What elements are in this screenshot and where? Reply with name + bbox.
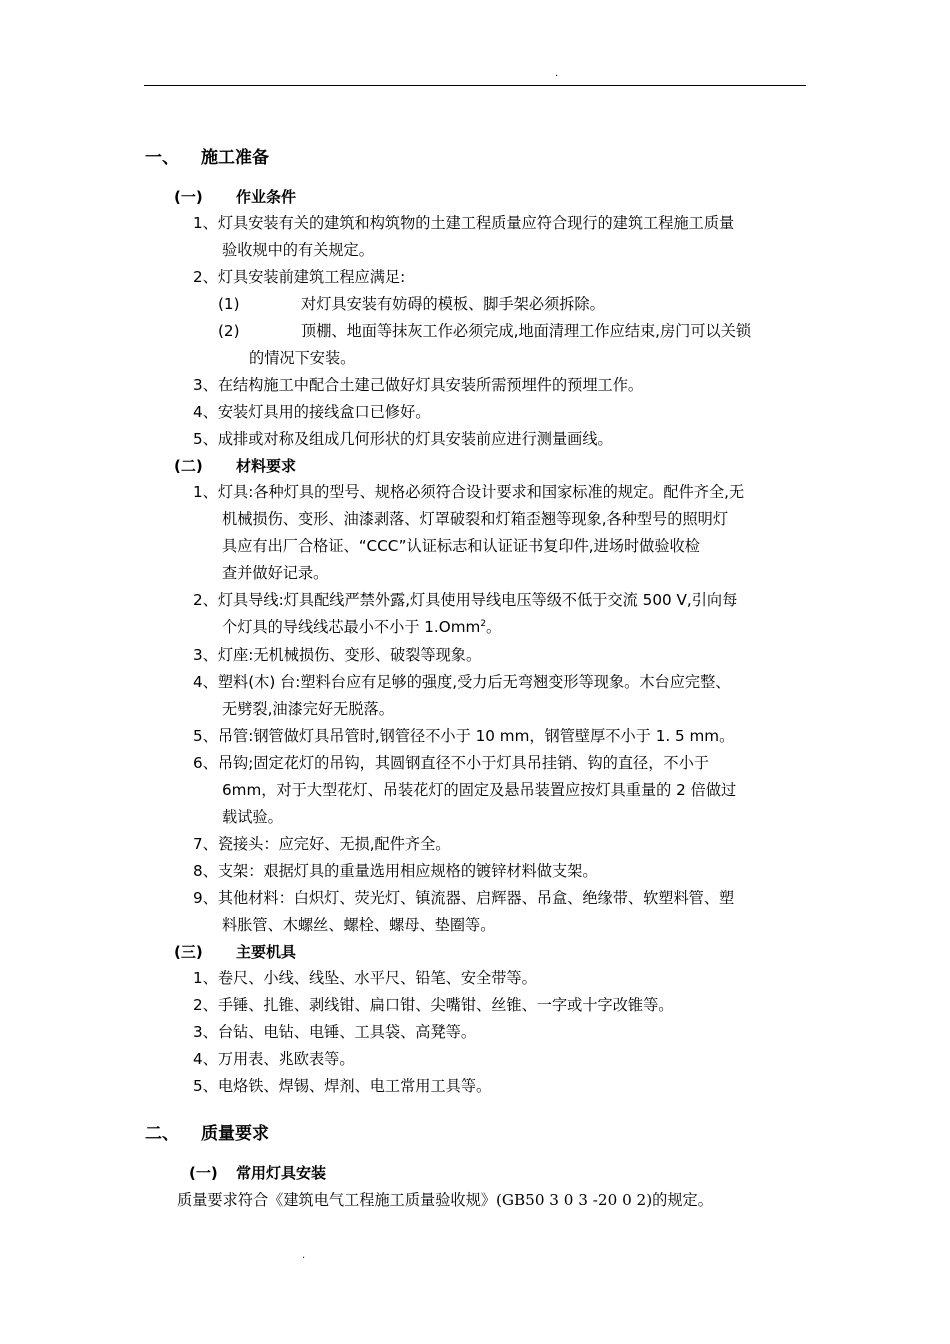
subsection-2-1-title: 常用灯具安装 xyxy=(236,1164,327,1182)
list-item-continuation: 料胀管、木螺丝、螺栓、螺母、垫圈等。 xyxy=(222,916,496,934)
list-item-continuation: 验收规中的有关规定。 xyxy=(222,241,374,259)
subsection-1-1-number: (一) xyxy=(174,188,203,206)
list-item: 7、瓷接头：应完好、无损,配件齐全。 xyxy=(193,835,451,853)
list-item: 6、吊钩;固定花灯的吊钩，其圆钢直径不小于灯具吊挂销、钩的直径，不小于 xyxy=(193,754,709,772)
list-item-continuation: 载试验。 xyxy=(222,808,283,826)
list-item: 3、在结构施工中配合土建己做好灯具安装所需预埋件的预埋工作。 xyxy=(193,376,644,394)
sub-item-continuation: 的情况下安装。 xyxy=(249,349,356,367)
list-item: 8、支架：艰据灯具的重量选用相应规格的镀锌材料做支架。 xyxy=(193,862,598,880)
section-1-number: 一、 xyxy=(145,148,179,168)
list-item: 5、吊管:钢管做灯具吊管时,钢管径不小于 10 mm，钢管壁厚不小于 1. 5 mm。 xyxy=(193,727,735,745)
sub-item-number: (1) xyxy=(218,295,240,313)
header-rule xyxy=(144,85,806,86)
header-mark: . xyxy=(555,68,559,79)
subsection-1-3-title: 主要机具 xyxy=(236,943,297,961)
list-item-continuation: 机械损伤、变形、油漆剥落、灯罩破裂和灯箱歪翘等现象,各种型号的照明灯 xyxy=(222,510,729,528)
line-text: 个灯具的导线线芯最小不小于 1.Omm xyxy=(222,618,481,636)
section-1-title: 施工准备 xyxy=(201,148,269,168)
list-item: 2、手锤、扎锥、剥线钳、扁口钳、尖嘴钳、丝锥、一字或十字改锥等。 xyxy=(193,996,674,1014)
list-item-continuation: 具应有出厂合格证、“CCC”认证标志和认证证书复印件,进场时做验收检 xyxy=(222,537,700,555)
subsection-1-2-number: (二) xyxy=(174,457,203,475)
superscript: 2 xyxy=(480,618,487,629)
subsection-1-3-number: (三) xyxy=(174,943,203,961)
list-item: 1、灯具:各种灯具的型号、规格必须符合设计要求和国家标准的规定。配件齐全,无 xyxy=(193,483,745,501)
subsection-1-2-title: 材料要求 xyxy=(236,457,297,475)
sub-item-text: 顶棚、地面等抹灰工作必须完成,地面清理工作应结束,房门可以关锁 xyxy=(301,322,752,340)
list-item: 3、台钻、电钻、电锤、工具袋、高凳等。 xyxy=(193,1023,477,1041)
list-item: 4、万用表、兆欧表等。 xyxy=(193,1050,355,1068)
section-2-number: 二、 xyxy=(145,1124,179,1144)
list-item-continuation: 无劈裂,油漆完好无脱落。 xyxy=(222,700,394,718)
list-item: 4、塑料(木) 台:塑料台应有足够的强度,受力后无弯翘变形等现象。木台应完整、 xyxy=(193,673,731,691)
list-item-continuation: 6mm，对于大型花灯、吊装花灯的固定及悬吊装置应按灯具重量的 2 倍做过 xyxy=(222,781,737,799)
subsection-1-1-title: 作业条件 xyxy=(236,188,297,206)
subsection-2-1-number: (一) xyxy=(189,1164,218,1182)
list-item-continuation xyxy=(222,617,501,637)
list-item: 5、电烙铁、焊锡、焊剂、电工常用工具等。 xyxy=(193,1077,492,1095)
list-item: 1、灯具安装有关的建筑和构筑物的土建工程质量应符合现行的建筑工程施工质量 xyxy=(193,214,735,232)
section-2-title: 质量要求 xyxy=(201,1124,269,1144)
list-item: 2、灯具安装前建筑工程应满足: xyxy=(193,268,406,286)
line-end: 。 xyxy=(486,618,502,636)
footer-mark: . xyxy=(302,1250,306,1261)
list-item: 9、其他材料：白炽灯、荧光灯、镇流器、启辉器、吊盒、绝缘带、软塑料管、塑 xyxy=(193,889,735,907)
list-item: 3、灯座:无机械损伤、变形、破裂等现象。 xyxy=(193,646,482,664)
list-item: 4、安装灯具用的接线盒口已修好。 xyxy=(193,403,431,421)
list-item: 5、成排或对称及组成几何形状的灯具安装前应进行测量画线。 xyxy=(193,430,613,448)
paragraph: 质量要求符合《建筑电气工程施工质量验收规》(GB50 3 0 3 -20 0 2)的规定。 xyxy=(177,1191,713,1209)
list-item-continuation: 查并做好记录。 xyxy=(222,564,329,582)
list-item: 2、灯具导线:灯具配线严禁外露,灯具使用导线电压等级不低于交流 500 V,引向每 xyxy=(193,591,738,609)
sub-item-text: 对灯具安装有妨碍的模板、脚手架必须拆除。 xyxy=(301,295,605,313)
list-item: 1、卷尺、小线、线坠、水平尺、铅笔、安全带等。 xyxy=(193,969,537,987)
sub-item-number: (2) xyxy=(218,322,240,340)
